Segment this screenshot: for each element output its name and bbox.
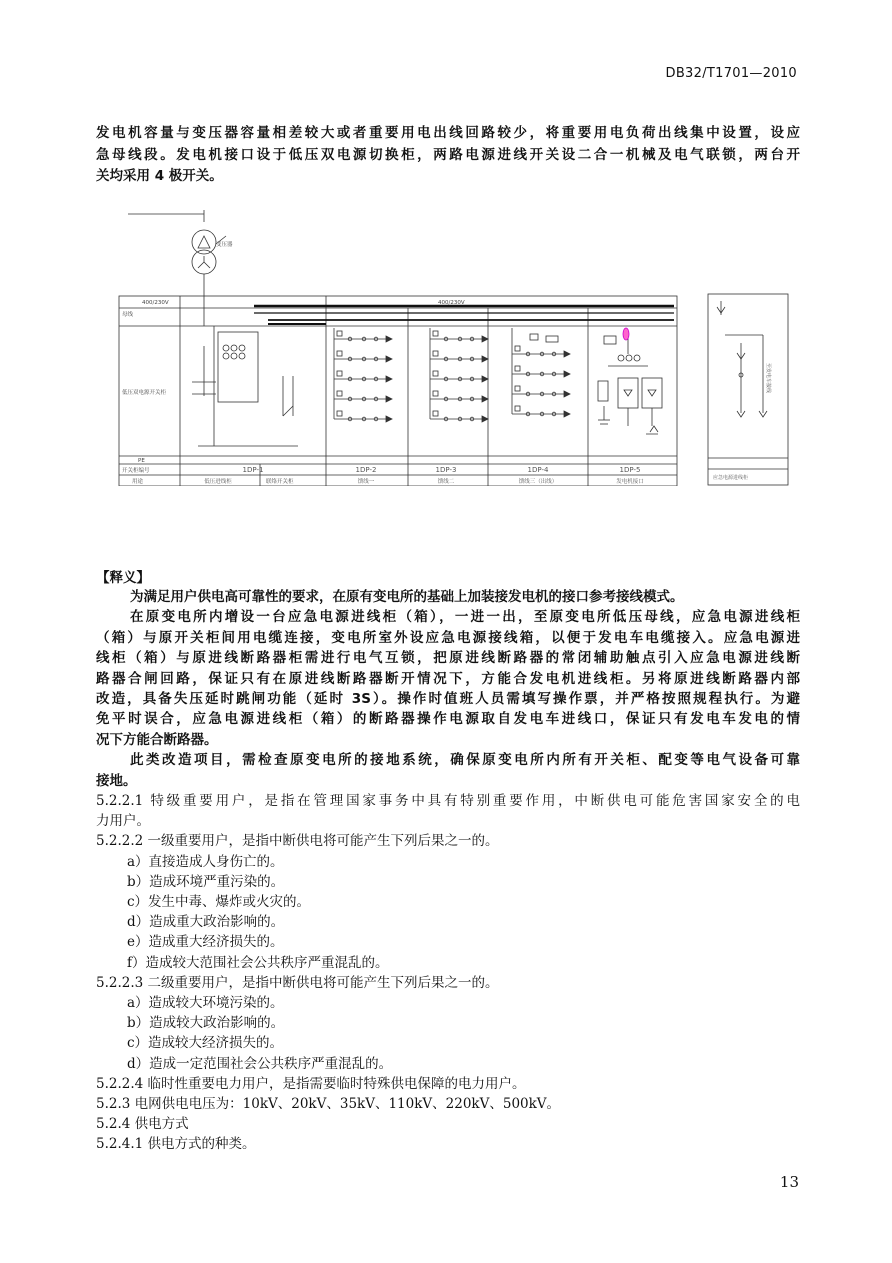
cabinet-purpose: 馈线三（出线） (518, 479, 558, 485)
wiring-diagram (118, 206, 680, 486)
explain-line: 此类改造项目，需检查原变电所的接地系统，确保原变电所内所有开关柜、配变等电气设备可靠 (130, 752, 800, 769)
intro-line: 关均采用 4 极开关。 (96, 168, 223, 184)
explain-line: 为满足用户供电高可靠性的要求，在原有变电所的基础上加装接发电机的接口参考接线模式。 (130, 589, 684, 605)
clause-line: 5.2.4.1 供电方式的种类。 (96, 1136, 256, 1153)
cabinet-number: 1DP-1 (242, 466, 264, 474)
transformer-label: 变压器 (216, 242, 233, 248)
clause-line: 5.2.2.2 一级重要用户，是指中断供电将可能产生下列后果之一的。 (96, 833, 499, 850)
clause-line: 5.2.3 电网供电电压为：10kV、20kV、35kV、110kV、220kV、500kV。 (96, 1096, 561, 1112)
intro-line: 发电机容量与变压器容量相差较大或者重要用电出线回路较少，将重要用电负荷出线集中设置，设应 (96, 125, 800, 141)
clause-line: a）造成较大环境污染的。 (127, 995, 284, 1011)
cabinet-number: 1DP-3 (435, 466, 457, 474)
clause-line: 力用户。 (96, 813, 150, 830)
bus-label-left: 400/230V (142, 300, 169, 306)
clause-line: 5.2.2.3 二级重要用户，是指中断供电将可能产生下列后果之一的。 (96, 974, 499, 991)
right-box-vertical-label: 至发电车接线 (765, 363, 771, 394)
explain-line: （箱）与原开关柜间用电缆连接，变电所室外设应急电源接线箱，以便于发电车电缆接入。应急电源进 (96, 629, 800, 646)
explain-line: 接地。 (96, 772, 137, 789)
clause-line: 5.2.4 供电方式 (96, 1116, 189, 1133)
explain-line: 况下方能合断路器。 (96, 731, 218, 748)
intro-line: 急母线段。发电机接口设于低压双电源切换柜，两路电源进线开关设二合一机械及电气联锁，两台开 (96, 146, 800, 163)
clause-line: 5.2.2.1 特级重要用户，是指在管理国家事务中具有特别重要作用，中断供电可能危害国家安全的电 (96, 793, 800, 809)
left-panel-label: 低压双电源开关柜 (122, 390, 167, 396)
explain-line: 路器合闸回路，保证只有在原进线断路器断开情况下，方能合发电机进线柜。另将原进线断路器内部 (96, 670, 800, 687)
explain-line: 免平时误合，应急电源进线柜（箱）的断路器操作电源取自发电车进线口，保证只有发电车发电的情 (96, 711, 800, 728)
cabinet-number: 1DP-5 (619, 466, 641, 474)
explain-line: 在原变电所内增设一台应急电源进线柜（箱），一进一出，至原变电所低压母线，应急电源进线柜 (130, 609, 800, 626)
cabinet-purpose: 馈线二 (437, 479, 455, 485)
clause-line: b）造成环境严重污染的。 (127, 873, 285, 890)
clause-line: c）发生中毒、爆炸或火灾的。 (127, 894, 311, 910)
clause-line: f）造成较大范围社会公共秩序严重混乱的。 (127, 954, 389, 971)
standard-code: DB32/T1701—2010 (665, 66, 797, 81)
clause-line: d）造成一定范围社会公共秩序严重混乱的。 (127, 1055, 393, 1072)
section-title: 【释义】 (96, 570, 150, 586)
row-label-busbar: 母线 (122, 312, 134, 318)
row-label-pe: PE (138, 458, 145, 464)
row-label-cabinet-no: 开关柜编号 (122, 468, 150, 474)
cabinet-purpose: 发电机接口 (616, 479, 644, 485)
explain-line: 线柜（箱）与原进线断路器柜需进行电气互锁，把原进线断路器的常闭辅助触点引入应急电源进线断 (96, 650, 800, 667)
cabinet-purpose: 低压进线柜 (204, 479, 232, 485)
clause-line: e）造成重大经济损失的。 (127, 934, 284, 951)
right-box-purpose: 应急电源进线柜 (713, 475, 749, 481)
clause-line: d）造成重大政治影响的。 (127, 914, 285, 931)
clause-line: a）直接造成人身伤亡的。 (127, 853, 284, 870)
cabinet1-sub-label: 联络开关柜 (266, 479, 294, 485)
cabinet-number: 1DP-2 (355, 466, 377, 474)
bus-label-main: 400/230V (438, 300, 465, 306)
clause-line: b）造成较大政治影响的。 (127, 1015, 285, 1032)
cabinet-purpose: 馈线一 (357, 479, 375, 485)
cabinet-number: 1DP-4 (527, 466, 549, 474)
explain-line: 改造，具备失压延时跳闸功能（延时 3S）。操作时值班人员需填写操作票，并严格按照规程执行。为避 (96, 691, 800, 707)
emergency-cabinet-diagram (707, 293, 789, 486)
row-label-purpose: 用途 (132, 479, 144, 485)
page-number: 13 (779, 1173, 799, 1191)
clause-line: 5.2.2.4 临时性重要电力用户，是指需要临时特殊供电保障的电力用户。 (96, 1075, 526, 1092)
clause-line: c）造成较大经济损失的。 (127, 1035, 284, 1052)
